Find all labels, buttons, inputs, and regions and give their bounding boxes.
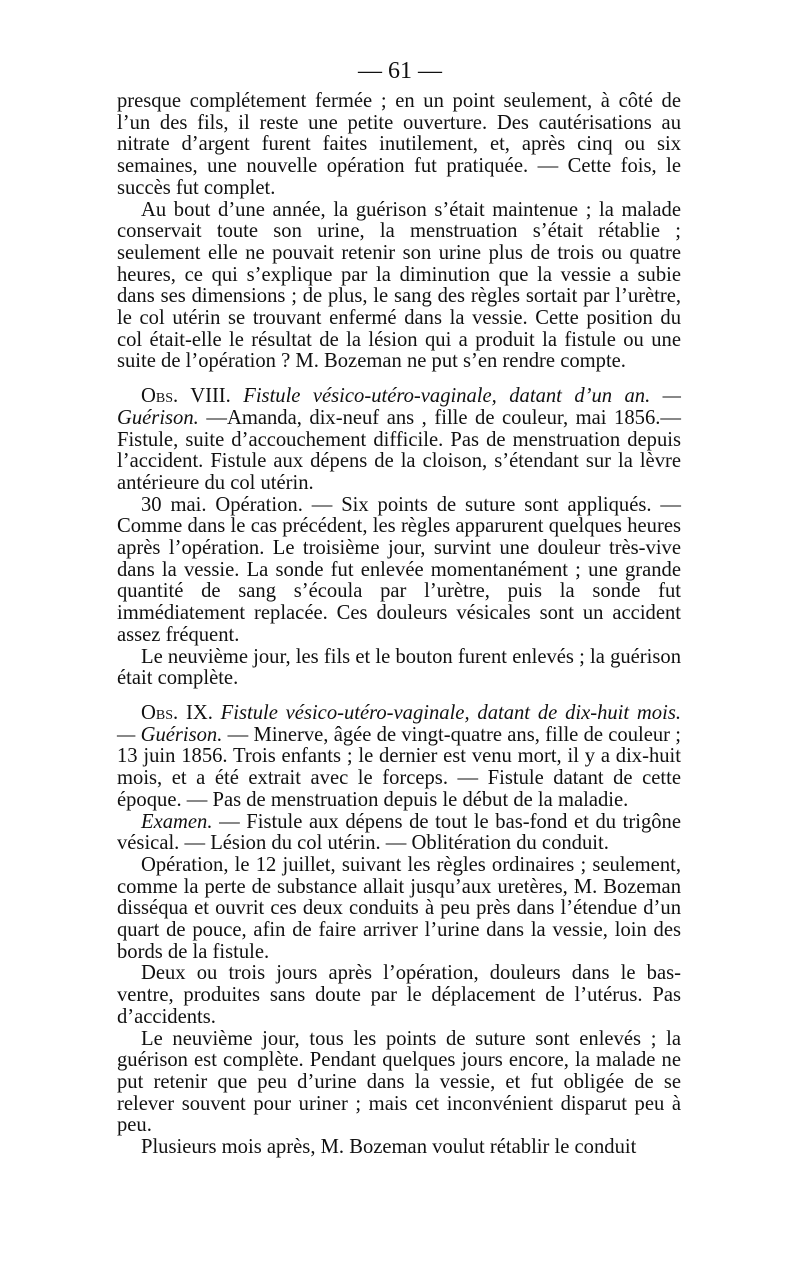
text-segment: Deux ou trois jours après l’opération, douleurs dans le bas-ventre, produites sans doute par le déplacement de l’utérus. Pas d’accidents. xyxy=(117,962,681,1028)
text-segment: 30 mai. Opération. — Six points de suture sont appliqués. — Comme dans le cas précédent, les règles apparurent quelques heures après l’opération. Le troisième jour, survint une douleur très-vive dans la vessie. La sonde fut enlevée momentanément ; une grande quantité de sang s’écoula par l’urètre, puis la sonde fut immédiatement replacée. Ces douleurs vésicales sont un accident assez fréquent. xyxy=(117,493,681,646)
paragraph xyxy=(117,1137,681,1159)
body-text xyxy=(117,91,681,1159)
text-segment: Le neuvième jour, les fils et le bouton furent enlevés ; la guérison était complète. xyxy=(117,645,681,690)
text-segment: — Fistule aux dépens de tout le bas-fond et du trigône vésical. — Lésion du col utérin. — Oblitération du conduit. xyxy=(117,810,681,855)
paragraph xyxy=(117,200,681,374)
text-segment: presque complétement fermée ; en un point seulement, à côté de l’un des fils, il reste une petite ouverture. Des cautérisations au nitrate d’argent furent faites inutilement, et, après cinq ou six semaines, une nouvelle opération fut pratiquée. — Cette fois, le succès fut complet. xyxy=(117,90,681,199)
text-segment: Examen. xyxy=(141,810,213,833)
text-segment: IX. xyxy=(178,701,221,724)
text-segment: Plusieurs mois après, M. Bozeman voulut rétablir le conduit xyxy=(141,1136,637,1159)
text-segment: —Amanda, dix-neuf ans , fille de couleur, mai 1856.— Fistule, suite d’accouchement difficile. Pas de menstruation depuis l’accident. Fistule aux dépens de la cloison, s’étendant sur la lèvre antérieure du col utérin. xyxy=(117,406,681,494)
paragraph xyxy=(117,647,681,690)
paragraph xyxy=(117,495,681,647)
paragraph xyxy=(117,91,681,200)
text-segment: — Minerve, âgée de vingt-quatre ans, fille de couleur ; 13 juin 1856. Trois enfants ; le dernier est venu mort, il y a dix-huit mois, et a été extrait avec le forceps. — Fistule datant de cette époque. — Pas de menstruation depuis le début de la maladie. xyxy=(117,723,682,811)
text-segment: Le neuvième jour, tous les points de suture sont enlevés ; la guérison est complète. Pendant quelques jours encore, la malade ne put retenir que peu d’urine dans la vessie, et fut obligée de se relever souvent pour uriner ; mais cet inconvénient disparut peu à peu. xyxy=(117,1027,681,1137)
page-number: — 61 — xyxy=(358,58,442,84)
text-segment: Fistule vésico-utéro-vaginale, datant de dix-huit mois. — Guérison. xyxy=(117,701,681,746)
text-segment: Opération, le 12 juillet, suivant les règles ordinaires ; seulement, comme la perte de substance allait jusqu’aux uretères, M. Bozeman disséqua et ouvrit ces deux conduits à peu près dans l’étendue d’un quart de pouce, afin de faire arriver l’urine dans la vessie, loin des bords de la fistule. xyxy=(117,853,681,963)
paragraph xyxy=(117,963,681,1028)
text-segment: VIII. xyxy=(178,385,244,408)
paragraph xyxy=(117,812,681,855)
text-segment: Obs. xyxy=(141,385,179,408)
paragraph xyxy=(117,703,681,812)
paragraph xyxy=(117,386,681,495)
text-segment: Au bout d’une année, la guérison s’était maintenue ; la malade conservait toute son urine, la menstruation s’était rétablie ; seulement elle ne pouvait retenir son urine plus de trois ou quatre heures, ce qui s’explique par la diminution que la vessie a subie dans ses dimensions ; de plus, le sang des règles sortait par l’urètre, le col utérin se trouvant enfermé dans la vessie. Cette position du col était-elle le résultat de la lésion qui a produit la fistule ou une suite de l’opération ? M. Bozeman ne put s’en rendre compte. xyxy=(117,198,681,373)
text-segment: Obs. xyxy=(141,701,179,724)
paragraph xyxy=(117,855,681,964)
text-segment: Fistule vésico-utéro-vaginale, datant d’un an. — Guérison. xyxy=(117,385,681,429)
paragraph xyxy=(117,1029,681,1138)
